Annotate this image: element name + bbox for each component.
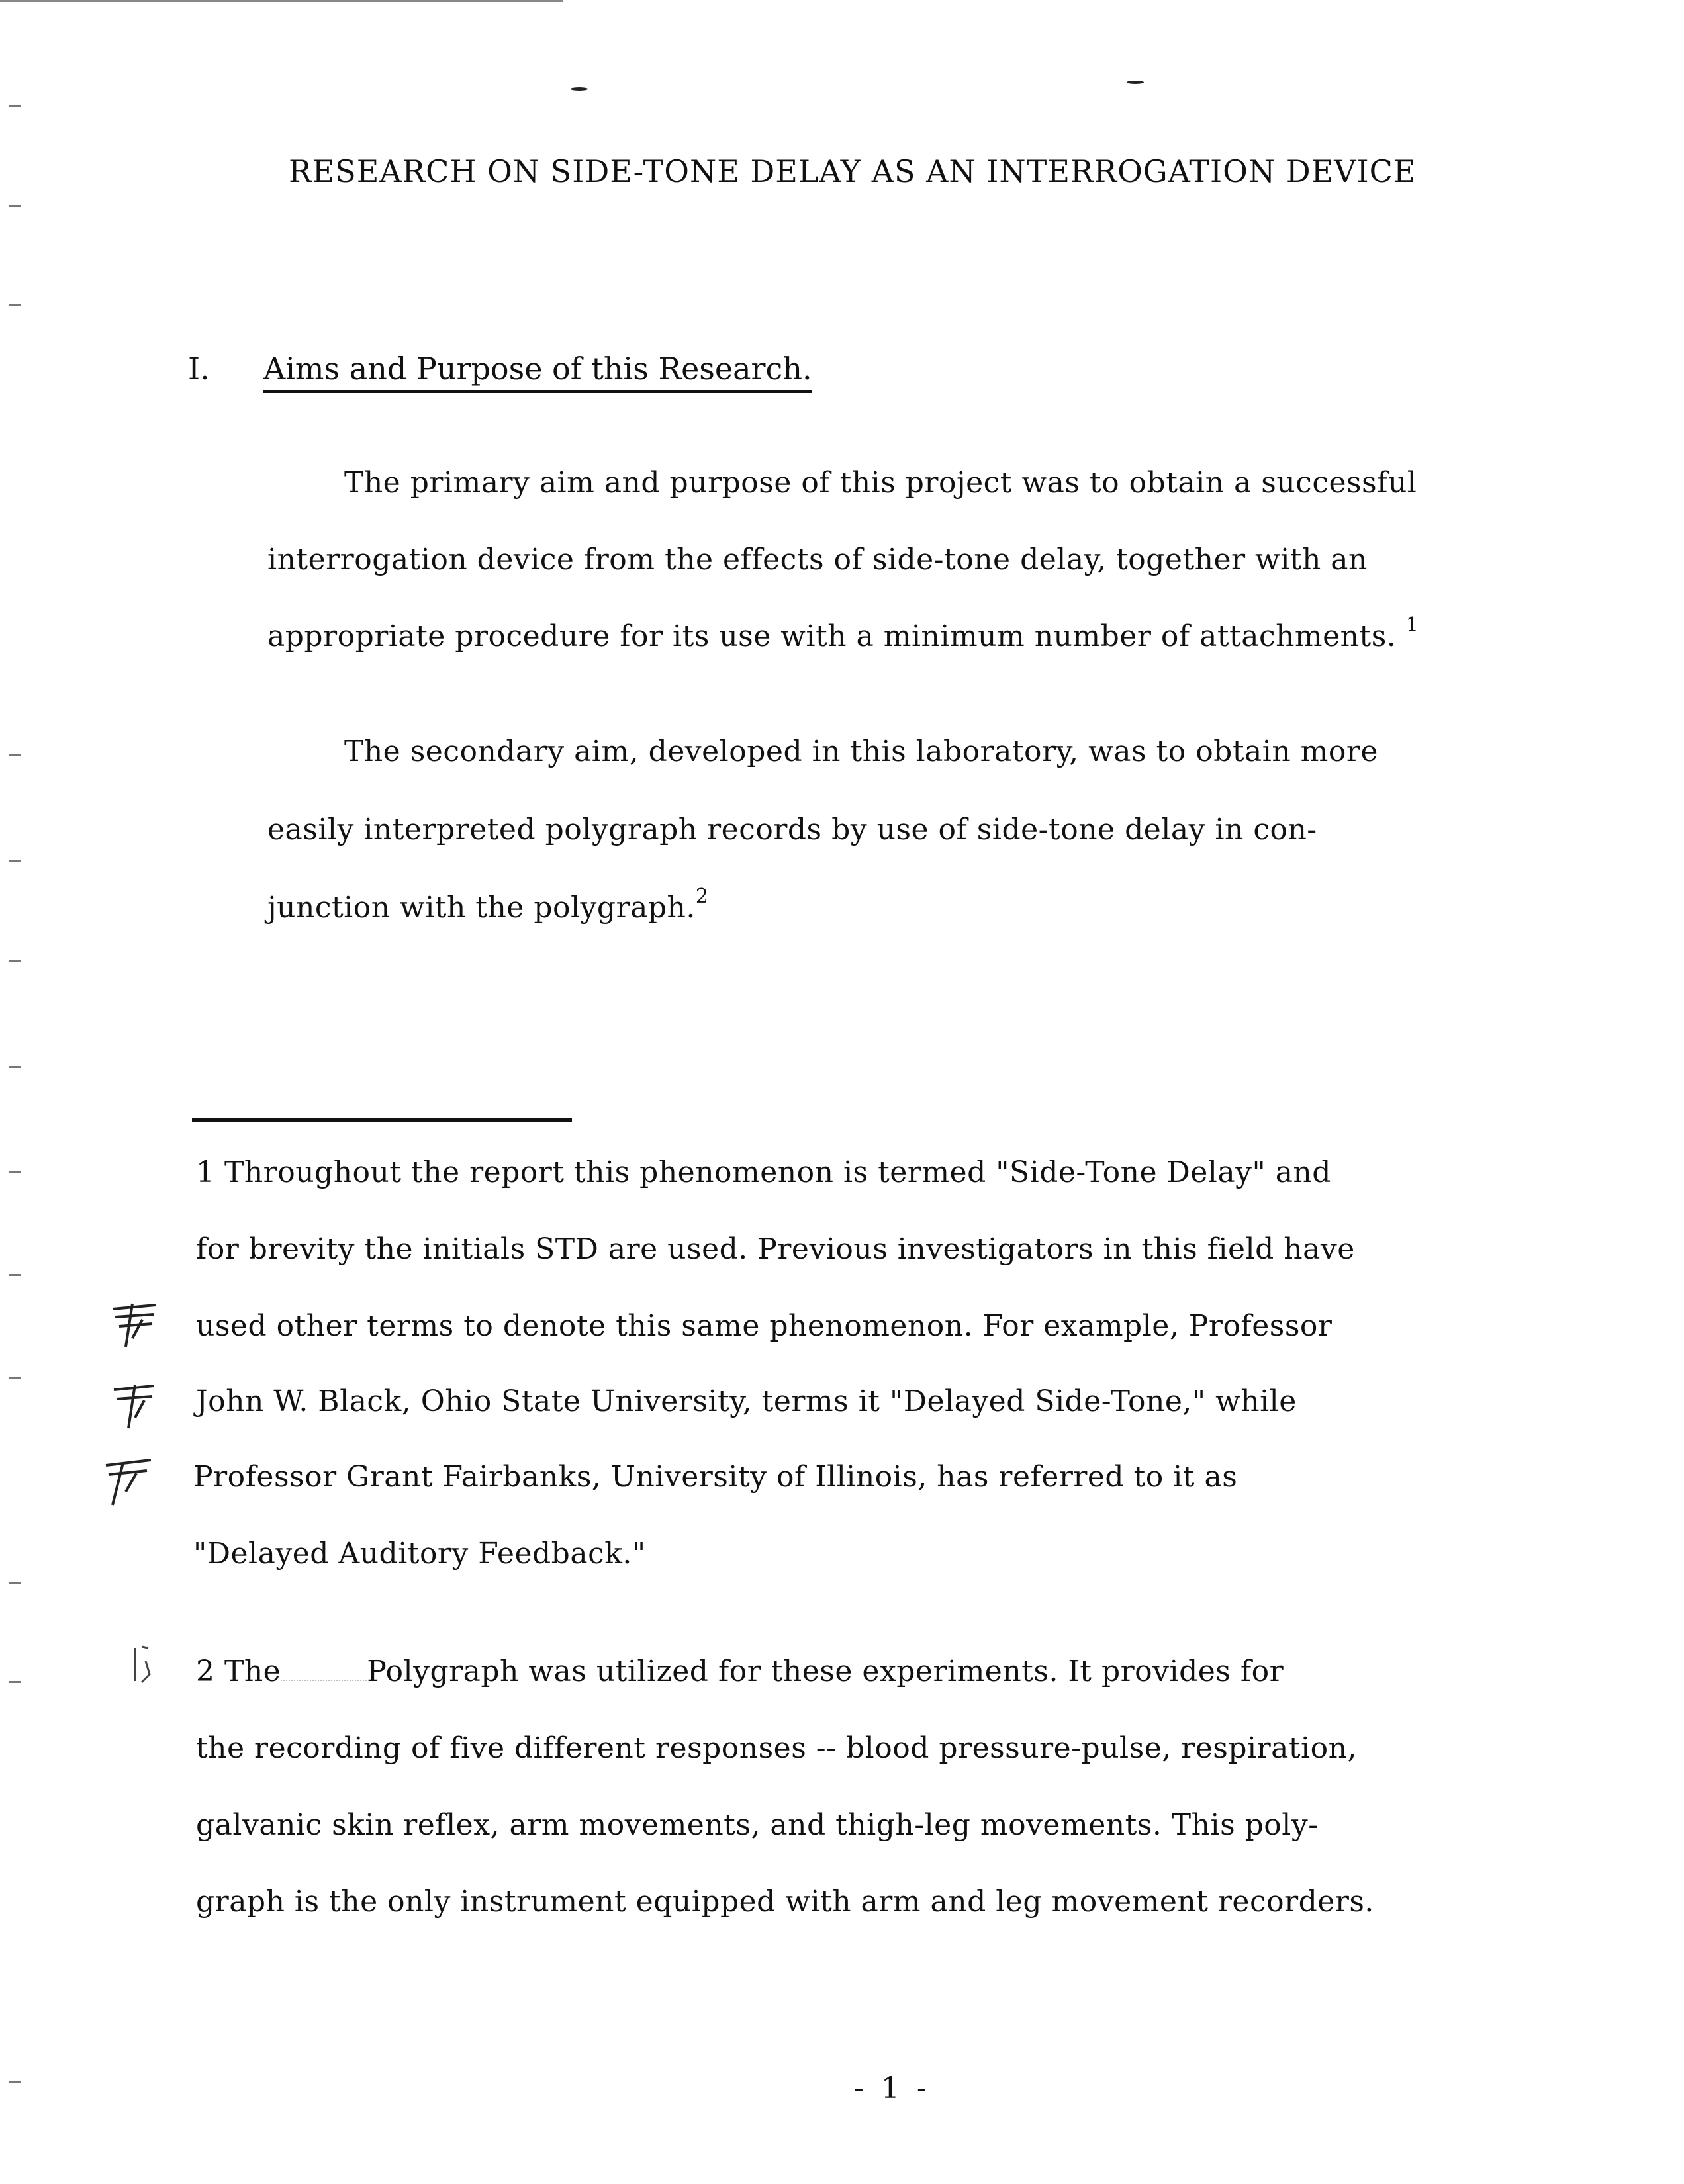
footnote-2-line-1-rest: Polygraph was utilized for these experiments. It provides for <box>367 1655 1284 1688</box>
paragraph-2-line-1: The secondary aim, developed in this laboratory, was to obtain more <box>344 735 1378 768</box>
binder-edge-mark <box>9 754 21 756</box>
binder-edge-mark <box>9 1681 21 1683</box>
footnote-ref-1: 1 <box>1405 614 1419 637</box>
binder-edge-mark <box>9 860 21 862</box>
handwritten-margin-mark <box>126 1641 185 1694</box>
binder-edge-mark <box>9 205 21 207</box>
paragraph-2-line-3-text: junction with the polygraph. <box>267 891 696 925</box>
binder-edge-mark <box>9 105 21 107</box>
footnote-1-line-4: John W. Black, Ohio State University, terms it "Delayed Side-Tone," while <box>196 1385 1297 1418</box>
handwritten-margin-mark <box>106 1297 165 1350</box>
paragraph-1-line-3-text: appropriate procedure for its use with a minimum number of attachments. <box>267 619 1397 653</box>
binder-edge-mark <box>9 1171 21 1173</box>
footnote-1-line-1: 1 Throughout the report this phenomenon is termed "Side-Tone Delay" and <box>196 1156 1331 1189</box>
binder-edge-mark <box>9 1066 21 1068</box>
paragraph-2-line-2: easily interpreted polygraph records by use of side-tone delay in con- <box>267 813 1317 846</box>
paragraph-1-line-1: The primary aim and purpose of this project was to obtain a successful <box>344 466 1417 500</box>
binder-edge-mark <box>9 1377 21 1379</box>
paragraph-2-line-3 <box>267 885 709 925</box>
paragraph-1-line-3 <box>267 614 1419 653</box>
footnote-2-lead: 2 The <box>196 1655 281 1688</box>
document-title: RESEARCH ON SIDE-TONE DELAY AS AN INTERROGATION DEVICE <box>289 154 1417 189</box>
binder-edge-mark <box>9 304 21 306</box>
footnote-2-line-2: the recording of five different responses -- blood pressure-pulse, respiration, <box>196 1731 1357 1765</box>
footnote-2-line-4: graph is the only instrument equipped with arm and leg movement recorders. <box>196 1885 1374 1919</box>
binder-edge-mark <box>9 1582 21 1584</box>
footnote-1-line-5: Professor Grant Fairbanks, University of Illinois, has referred to it as <box>193 1460 1238 1494</box>
binder-edge-mark <box>9 960 21 962</box>
footnote-2-line-3: galvanic skin reflex, arm movements, and thigh-leg movements. This poly- <box>196 1808 1319 1842</box>
paragraph-1-line-2: interrogation device from the effects of side-tone delay, together with an <box>267 543 1368 576</box>
scan-edge-line <box>0 0 563 2</box>
footnote-ref-2: 2 <box>695 885 709 909</box>
handwritten-margin-mark <box>99 1453 159 1506</box>
footnote-1-line-6: "Delayed Auditory Feedback." <box>193 1537 646 1570</box>
redacted-blank <box>281 1666 367 1681</box>
scan-mark <box>1127 81 1144 84</box>
footnote-1-line-2: for brevity the initials STD are used. Previous investigators in this field have <box>196 1232 1355 1266</box>
section-heading: Aims and Purpose of this Research. <box>263 351 812 393</box>
section-number: I. <box>188 351 210 387</box>
scan-mark <box>571 87 588 91</box>
footnote-2-line-1 <box>196 1655 1284 1688</box>
binder-edge-mark <box>9 2081 21 2083</box>
footnote-separator <box>192 1118 572 1122</box>
footnote-1-line-3: used other terms to denote this same phenomenon. For example, Professor <box>196 1309 1333 1343</box>
page-number: - 1 - <box>854 2071 931 2105</box>
binder-edge-mark <box>9 1274 21 1276</box>
handwritten-margin-mark <box>106 1377 165 1430</box>
